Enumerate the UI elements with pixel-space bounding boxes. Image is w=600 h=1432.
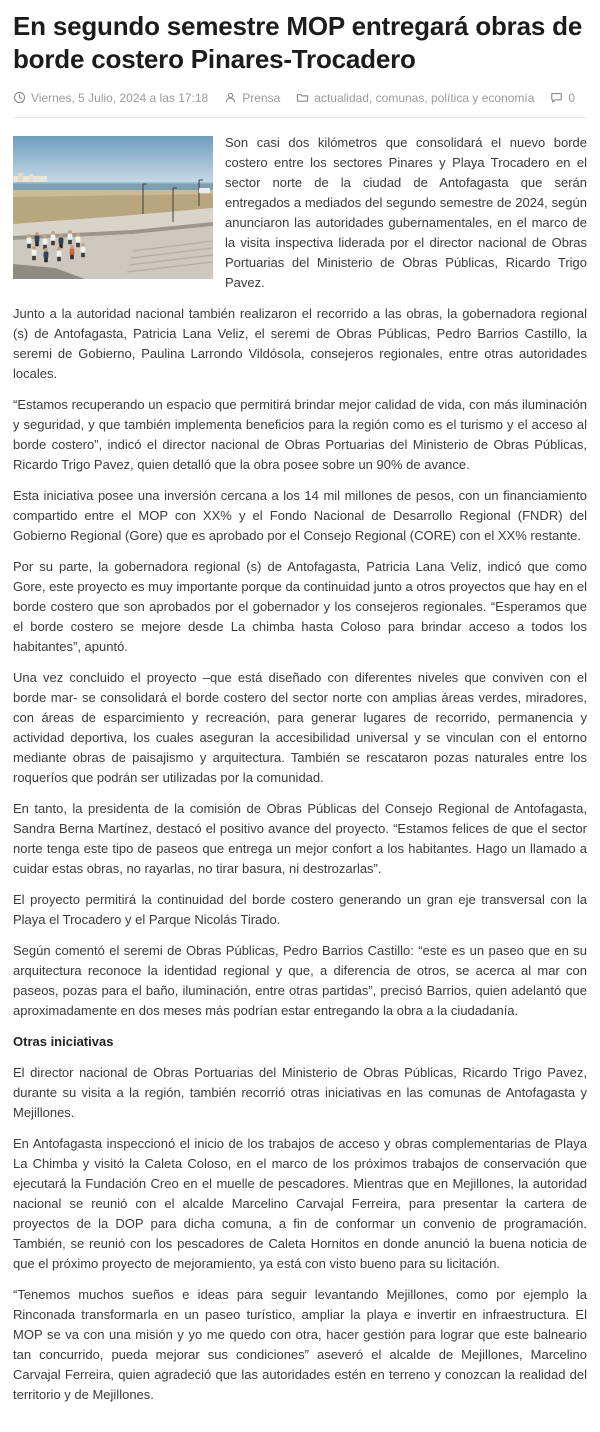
meta-date-text: Viernes, 5 Julio, 2024 a las 17:18 — [31, 90, 209, 105]
article-paragraph: Esta iniciativa posee una inversión cercana a los 14 mil millones de pesos, con un financiamiento compartido entre el MOP con XX% y el Fondo Nacional de Desarrollo Regional (FNDR) del Gobierno Regional (Gore) que es aprobado por el Consejo Regional (CORE) con el XX% restante. — [13, 487, 587, 543]
folder-icon — [296, 91, 309, 104]
article-paragraph: El proyecto permitirá la continuidad del borde costero generando un gran eje transversal con la Playa el Trocadero y el Parque Nicolás Tirado. — [13, 892, 587, 928]
clock-icon — [13, 91, 26, 104]
article-paragraph: Según comentó el seremi de Obras Públicas, Pedro Barrios Castillo: “este es un paseo que en su arquitectura reconoce la identidad regional y que, a diferencia de otros, se acerca al mar con paseos, pozas para el baño, iluminación, entre otras partidas”, precisó Barrios, quien adelantó que aproximadamente en dos meses más podrían estar entregando la obra a la ciudadanía. — [13, 943, 587, 1019]
meta-categories[interactable] — [296, 91, 534, 105]
article-title: En segundo semestre MOP entregará obras de borde costero Pinares-Trocadero — [13, 11, 583, 75]
article-photo — [13, 136, 213, 279]
article-paragraph: El director nacional de Obras Portuarias del Ministerio de Obras Públicas, Ricardo Trigo Pavez, durante su visita a la región, también recorrió otras iniciativas en las comunas de Antofagasta y Mejillones. — [13, 1065, 587, 1121]
article-paragraph: En tanto, la presidenta de la comisión de Obras Públicas del Consejo Regional de Antofagasta, Sandra Berna Martínez, destacó el positivo avance del proyecto. “Estamos felices de que el sector norte tenga este tipo de paseos que entrega un mejor confort a los habitantes. Hago un llamado a cuidar estas obras, no rayarlas, no tirar basura, ni destrozarlas”. — [13, 801, 587, 877]
meta-comments[interactable] — [550, 91, 575, 105]
article-paragraph: “Tenemos muchos sueños e ideas para seguir levantando Mejillones, como por ejemplo la Rinconada transformarla en un paseo turístico, ampliar la playa e invertir en infraestructura. El MOP se va con una misión y yo me quedo con otra, hacer gestión para lograr que este balneario tan concurrido, pueda mejorar sus condiciones” aseveró el alcalde de Mejillones, Marcelino Carvajal Ferreira, quien agradeció que las autoridades estén en terreno y conozcan la realidad del territorio y de Mejillones. — [13, 1287, 587, 1403]
coastal-walkway-illustration — [13, 136, 213, 279]
meta-author-text: Prensa — [242, 90, 281, 105]
meta-categories-text: actualidad, comunas, política y economía — [314, 90, 535, 105]
article-paragraph: Junto a la autoridad nacional también realizaron el recorrido a las obras, la gobernadora regional (s) de Antofagasta, Patricia Lana Veliz, el seremi de Obras Públicas, Pedro Barrios Castillo, la seremi de Gobierno, Paulina Larrondo Vildósola, consejeros regionales, entre otras autoridades locales. — [13, 305, 587, 381]
article-body — [13, 133, 587, 1406]
comment-icon — [550, 91, 563, 104]
article-paragraph: “Estamos recuperando un espacio que permitirá brindar mejor calidad de vida, con más iluminación y seguridad, y que también implementa beneficios para la región como es el turismo y el acceso al borde costero”, indicó el director nacional de Obras Portuarias del Ministerio de Obras Públicas, Ricardo Trigo Pavez, quien detalló que la obra posee sobre un 90% de avance. — [13, 396, 587, 472]
article-paragraph: En Antofagasta inspeccionó el inicio de los trabajos de acceso y obras complementarias de Playa La Chimba y visitó la Caleta Coloso, en el marco de los próximos trabajos de conservación que ejecutará la Fundación Creo en el muelle de pescadores. Mientras que en Mejillones, la autoridad nacional se reunió con el alcalde Marcelino Carvajal Ferreira, para presentar la cartera de proyectos de la DOP para dicha comuna, a fin de conformar un convenio de programación. También, se reunió con los pescadores de Caleta Hornitos en donde anunció la buena noticia de que el próximo proyecto de mejoramiento, ya está con visto bueno para su licitación. — [13, 1136, 587, 1272]
meta-date — [13, 91, 208, 105]
article-paragraph: Una vez concluido el proyecto –que está diseñado con diferentes niveles que conviven con el borde mar- se consolidará el borde costero del sector norte con amplias áreas verdes, miradores, con áreas de esparcimiento y recreación, para generar lugares de recorrido, permanencia y actividad deportiva, los cuales aseguran la accesibilidad universal y se vinculan con el entorno mediante obras de paisajismo y arquitectura. También se rescataron pozas naturales entre los roqueríos que podrán ser utilizadas por la comunidad. — [13, 669, 587, 785]
article-subheading: Otras iniciativas — [13, 1034, 114, 1050]
user-icon — [224, 91, 237, 104]
article-paragraph: Son casi dos kilómetros que consolidará el nuevo borde costero entre los sectores Pinares y Playa Trocadero en el sector norte de la ciudad de Antofagasta que serán entregados a mediados del segundo semestre de 2024, según anunciaron las autoridades gubernamentales, en el marco de la visita inspectiva liderada por el director nacional de Obras Portuarias del Ministerio de Obras Públicas, Ricardo Trigo Pavez. — [225, 134, 587, 290]
article-meta — [13, 91, 587, 118]
meta-comments-count: 0 — [568, 90, 576, 105]
article-paragraph: Por su parte, la gobernadora regional (s) de Antofagasta, Patricia Lana Veliz, indicó que como Gore, este proyecto es muy importante porque da continuidad junto a otros proyectos que hay en el borde costero que son aprobados por el gobernador y los consejeros regionales. “Esperamos que el borde costero se mejore desde La chimba hasta Coloso para brindar acceso a todos los habitantes”, apuntó. — [13, 558, 587, 654]
meta-author[interactable] — [224, 91, 280, 105]
